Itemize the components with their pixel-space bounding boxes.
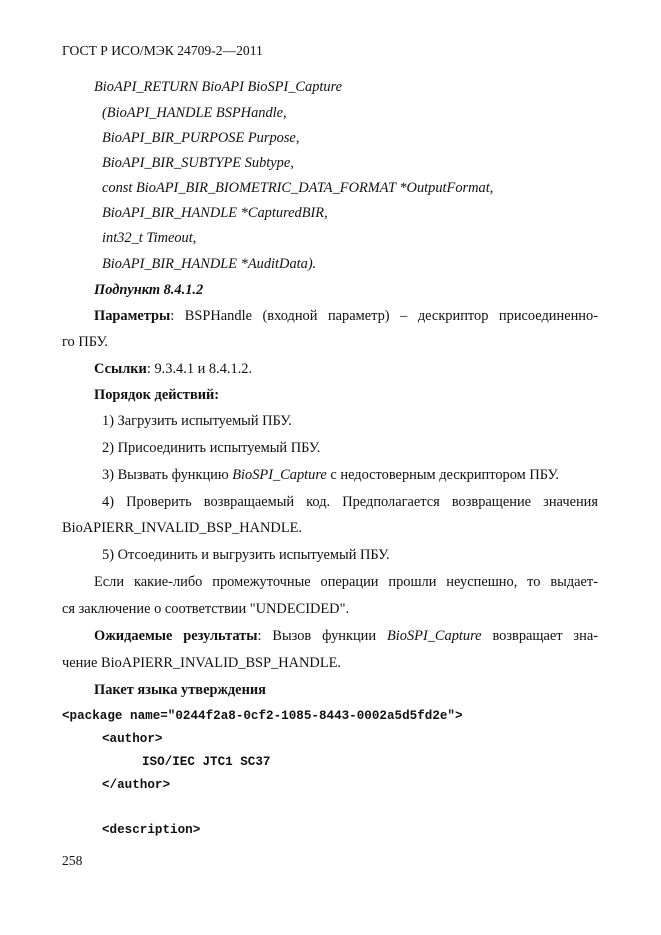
xml-code-line: <package name="0244f2a8-0cf2-1085-8443-0002a5d5fd2e"> bbox=[62, 709, 463, 723]
note-paragraph: Если какие-либо промежуточные операции прошли неуспешно, то выдает- bbox=[94, 574, 598, 590]
parameters-paragraph bbox=[94, 307, 598, 325]
parameters-continuation: го ПБУ. bbox=[62, 334, 108, 350]
procedure-step: 4) Проверить возвращаемый код. Предполагается возвращение значения bbox=[102, 494, 598, 510]
expected-text: возвращает зна- bbox=[481, 628, 598, 644]
xml-code-line: ISO/IEC JTC1 SC37 bbox=[142, 755, 271, 769]
procedure-step: 5) Отсоединить и выгрузить испытуемый ПБУ. bbox=[102, 547, 390, 563]
code-signature-line: BioAPI_RETURN BioAPI BioSPI_Capture bbox=[94, 79, 343, 95]
parameters-label: Параметры bbox=[94, 308, 171, 324]
references-text: : 9.3.4.1 и 8.4.1.2. bbox=[146, 361, 253, 377]
page-number: 258 bbox=[62, 853, 83, 868]
procedure-step: 2) Присоединить испытуемый ПБУ. bbox=[102, 440, 321, 456]
subclause-title: Подпункт 8.4.1.2 bbox=[94, 282, 204, 298]
xml-code-line: </author> bbox=[102, 778, 171, 792]
xml-code-line: <description> bbox=[102, 823, 201, 837]
expected-results-paragraph bbox=[94, 627, 598, 645]
procedure-title: Порядок действий: bbox=[94, 387, 220, 403]
references-label: Ссылки bbox=[94, 361, 147, 377]
procedure-step-continuation: BioAPIERR_INVALID_BSP_HANDLE. bbox=[62, 520, 302, 536]
expected-text: : Вызов функции bbox=[257, 628, 387, 644]
code-signature-line: const BioAPI_BIR_BIOMETRIC_DATA_FORMAT *OutputFormat, bbox=[102, 180, 494, 196]
package-section-title: Пакет языка утверждения bbox=[94, 682, 266, 698]
code-signature-line: int32_t Timeout, bbox=[102, 230, 197, 246]
code-signature-line: BioAPI_BIR_HANDLE *AuditData). bbox=[102, 256, 317, 272]
step-text: с недостоверным дескриптором ПБУ. bbox=[326, 467, 559, 483]
parameters-text: : BSPHandle (входной параметр) – дескриптор присоединенно- bbox=[170, 308, 598, 324]
function-name: BioSPI_Capture bbox=[386, 628, 482, 644]
code-signature-line: BioAPI_BIR_PURPOSE Purpose, bbox=[102, 130, 300, 146]
procedure-step bbox=[102, 466, 661, 484]
code-signature-line: (BioAPI_HANDLE BSPHandle, bbox=[102, 105, 287, 121]
expected-results-label: Ожидаемые результаты bbox=[94, 628, 258, 644]
xml-code-line: <author> bbox=[102, 732, 163, 746]
expected-results-continuation: чение BioAPIERR_INVALID_BSP_HANDLE. bbox=[62, 655, 342, 671]
references-paragraph bbox=[94, 360, 661, 378]
function-name: BioSPI_Capture bbox=[232, 467, 327, 483]
code-signature-line: BioAPI_BIR_HANDLE *CapturedBIR, bbox=[102, 205, 328, 221]
code-signature-line: BioAPI_BIR_SUBTYPE Subtype, bbox=[102, 155, 294, 171]
procedure-step: 1) Загрузить испытуемый ПБУ. bbox=[102, 413, 292, 429]
step-text: 3) Вызвать функцию bbox=[102, 467, 233, 483]
note-continuation: ся заключение о соответствии "UNDECIDED". bbox=[62, 601, 350, 617]
running-header: ГОСТ Р ИСО/МЭК 24709-2—2011 bbox=[62, 43, 263, 58]
